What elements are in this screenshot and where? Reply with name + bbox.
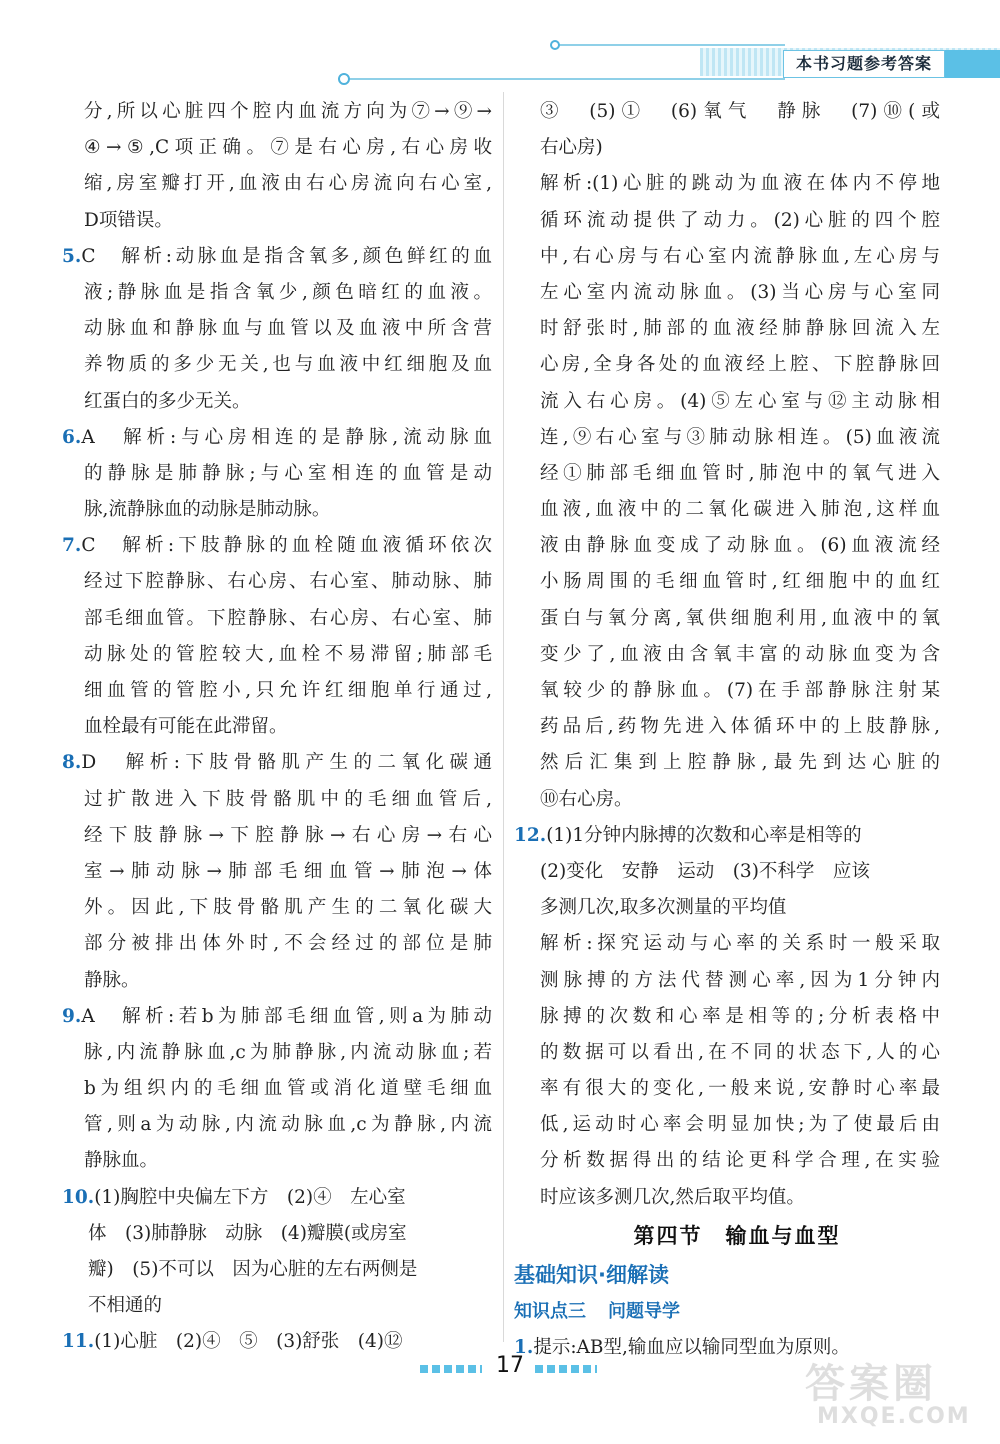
- question-12: [514, 818, 940, 854]
- answer-letter: A: [81, 426, 95, 448]
- text-line: 流入右心房。(4)⑤左心室与⑫主动脉相: [540, 390, 940, 412]
- text-line: 外。因此,下肢骨骼肌产生的二氧化碳大: [84, 897, 492, 919]
- text-line: 时应该多测几次,然后取平均值。: [540, 1186, 805, 1208]
- text-line: 循环流动提供了动力。(2)心脏的四个腔: [540, 209, 940, 231]
- text-line: 分,所以心脏四个腔内血流方向为⑦→⑨→: [84, 101, 492, 122]
- header-tail-block: [945, 50, 1000, 78]
- question-number: 9.: [62, 1005, 82, 1027]
- text-line: 静脉。: [84, 969, 140, 991]
- text-line: 中,右心房与右心室内流静脉血,左心房与: [540, 245, 940, 267]
- text-line: 低,运动时心率会明显加快;为了使最后由: [540, 1114, 940, 1136]
- column-divider: [503, 92, 504, 1342]
- text-line: 解析:动脉血是指含氧多,颜色鲜红的血: [95, 245, 492, 267]
- text-line: 部分被排出体外时,不会经过的部位是肺: [84, 933, 492, 955]
- text-line: 心房,全身各处的血液经上腔、下腔静脉回: [540, 354, 940, 376]
- text-line: 的数据可以看出,在不同的状态下,人的心: [540, 1041, 940, 1063]
- text-line: 蛋白与氧分离,氧供细胞利用,血液中的氧: [540, 607, 940, 629]
- question-number: 7.: [62, 535, 82, 557]
- header-rule-bottom: [345, 78, 785, 80]
- text-line: 解析:与心房相连的是静脉,流动脉血: [94, 426, 492, 448]
- text-line: 液由静脉血变成了动脉血。(6)血液流经: [540, 535, 940, 557]
- text-line: 多测几次,取多次测量的平均值: [540, 897, 787, 919]
- text-line: 分析数据得出的结论更科学合理,在实验: [540, 1150, 940, 1172]
- text-line: 部毛细血管。下腔静脉、右心房、右心室、肺: [84, 607, 492, 629]
- question-number: 8.: [62, 752, 82, 774]
- text-line: 解析:下肢静脉的血栓随血液循环依次: [95, 535, 492, 557]
- question-number: 6.: [62, 426, 82, 448]
- answer-letter: C: [81, 245, 96, 267]
- text-line: 细血管的管腔小,只允许红细胞单行通过,: [84, 680, 492, 701]
- text-line: 解析:探究运动与心率的关系时一般采取: [540, 933, 940, 955]
- text-line: 养物质的多少无关,也与血液中红细胞及血: [84, 354, 492, 376]
- text-line: 率有很大的变化,一般来说,安静时心率最: [540, 1078, 940, 1100]
- text-line: 连,⑨右心室与③肺动脉相连。(5)血液流: [540, 426, 940, 448]
- text-line: 动脉处的管腔较大,血栓不易滞留;肺部毛: [84, 643, 492, 665]
- question-number: 11.: [62, 1331, 95, 1353]
- text-line: 经①肺部毛细血管时,肺泡中的氧气进入: [540, 462, 940, 484]
- header-rule-top: [555, 44, 785, 46]
- text-line: 体 (3)肺静脉 动脉 (4)瓣膜(或房室: [88, 1222, 407, 1244]
- text-line: 变少了,血液由含氧丰富的动脉血变为含: [540, 643, 940, 665]
- text-line: 的静脉是肺静脉;与心室相连的血管是动: [84, 462, 492, 484]
- question-number: 10.: [62, 1186, 95, 1208]
- text-line: 解析:(1)心脏的跳动为血液在体内不停地: [540, 173, 940, 195]
- text-line: 右心房): [540, 137, 603, 159]
- text-line: (1)心脏 (2)④ ⑤ (3)舒张 (4)⑫: [94, 1331, 403, 1353]
- page-number-ornament-left: [420, 1365, 482, 1373]
- text-line: 脉,内流静脉血,c为肺静脉,内流动脉血;若: [84, 1041, 492, 1063]
- watermark-logo: 答案圈: [805, 1361, 937, 1407]
- right-column: [514, 94, 940, 1366]
- question-number: 1.: [514, 1336, 534, 1358]
- text-line: (2)变化 安静 运动 (3)不科学 应该: [540, 860, 870, 882]
- question-7: [62, 528, 492, 564]
- text-line: 小肠周围的毛细血管时,红细胞中的血红: [540, 571, 940, 593]
- text-line: 静脉血。: [84, 1150, 159, 1172]
- question-5: [62, 239, 492, 275]
- question-number: 12.: [514, 824, 547, 846]
- left-column: [62, 94, 492, 1361]
- page-number: 17: [496, 1353, 524, 1378]
- text-line: (1)胸腔中央偏左下方 (2)④ 左心室: [94, 1186, 406, 1208]
- page-number-ornament-right: [535, 1365, 597, 1373]
- header-dot-top: [550, 40, 560, 50]
- text-line: 不相通的: [88, 1295, 163, 1317]
- text-line: 左心室内流动脉血。(3)当心房与心室同: [540, 281, 940, 303]
- knowledge-topic-label: 问题导学: [608, 1300, 680, 1322]
- text-line: 药品后,药物先进入体循环中的上肢静脉,: [540, 716, 940, 738]
- text-line: 时舒张时,肺部的血液经肺静脉回流入左: [540, 318, 940, 340]
- watermark: [805, 1352, 985, 1432]
- text-line: 解析:若b为肺部毛细血管,则a为肺动: [94, 1005, 492, 1027]
- text-line: 脉搏的次数和心率是相等的;分析表格中: [540, 1005, 940, 1027]
- text-line: 然后汇集到上腔静脉,最先到达心脏的: [540, 752, 940, 774]
- text-line: 解析:下肢骨骼肌产生的二氧化碳通: [96, 752, 492, 774]
- text-line: 经过下腔静脉、右心房、右心室、肺动脉、肺: [84, 571, 492, 593]
- text-line: (1)1分钟内脉搏的次数和心率是相等的: [546, 824, 862, 846]
- question-10: [62, 1180, 492, 1216]
- text-line: 过扩散进入下肢骨骼肌中的毛细血管后,: [84, 788, 492, 810]
- answer-letter: A: [81, 1005, 95, 1027]
- question-6: [62, 420, 492, 456]
- text-line: 室→肺动脉→肺部毛细血管→肺泡→体: [84, 860, 492, 882]
- watermark-url: MXQE.COM: [817, 1404, 971, 1429]
- text-line: 动脉血和静脉血与血管以及血液中所含营: [84, 318, 492, 340]
- text-line: 红蛋白的多少无关。: [84, 390, 251, 412]
- text-line: ⑩右心房。: [540, 788, 633, 810]
- text-line: 血液,血液中的二氧化碳进入肺泡,这样血: [540, 499, 940, 521]
- text-line: 脉,流静脉血的动脉是肺动脉。: [84, 499, 331, 521]
- text-line: b为组织内的毛细血管或消化道壁毛细血: [84, 1078, 492, 1100]
- question-8: [62, 745, 492, 781]
- text-line: 瓣) (5)不可以 因为心脏的左右两侧是: [88, 1259, 418, 1280]
- section-title: 第四节 输血与血型: [633, 1223, 841, 1248]
- text-line: 氧较少的静脉血。(7)在手部静脉注射某: [540, 680, 940, 701]
- text-line: 液;静脉血是指含氧少,颜色暗红的血液。: [84, 281, 492, 303]
- text-line: 提示:AB型,输血应以输同型血为原则。: [533, 1336, 850, 1358]
- question-11: [62, 1324, 492, 1360]
- question-number: 5.: [62, 245, 82, 267]
- header-title: 本书习题参考答案: [783, 50, 945, 78]
- knowledge-point-heading: [514, 1294, 940, 1330]
- text-line: ③ (5)① (6)氧气 静脉 (7)⑩(或: [540, 101, 940, 122]
- text-line: 缩,房室瓣打开,血液由右心房流向右心室,: [84, 173, 492, 195]
- text-line: 测脉搏的方法代替测心率,因为1分钟内: [540, 969, 940, 991]
- answer-letter: C: [81, 535, 96, 557]
- text-line: 管,则a为动脉,内流动脉血,c为静脉,内流: [84, 1114, 492, 1136]
- text-line: ④→⑤,C项正确。⑦是右心房,右心房收: [84, 137, 492, 159]
- header-dot-bottom: [338, 73, 350, 85]
- answer-letter: D: [81, 752, 97, 774]
- question-9: [62, 999, 492, 1035]
- knowledge-point-label: 知识点三: [514, 1300, 586, 1322]
- text-line: D项错误。: [84, 209, 173, 231]
- section-heading: 基础知识·细解读: [514, 1262, 669, 1287]
- text-line: 血栓最有可能在此滞留。: [84, 716, 288, 738]
- text-line: 经下肢静脉→下腔静脉→右心房→右心: [84, 824, 492, 846]
